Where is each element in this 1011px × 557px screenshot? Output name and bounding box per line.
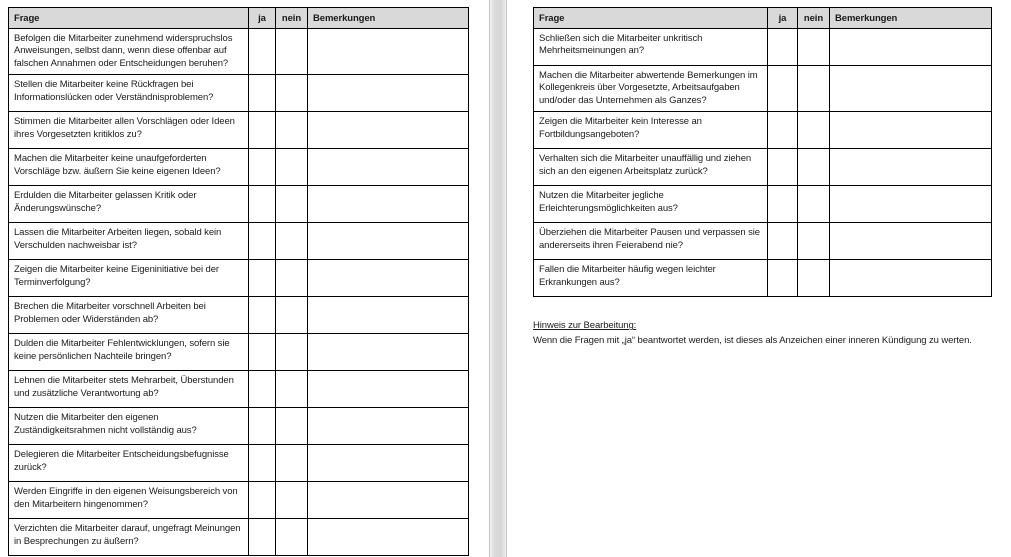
question-cell: Stimmen die Mitarbeiter allen Vorschlägen oder Ideen ihres Vorgesetzten kritiklos zu? xyxy=(9,112,249,149)
nein-answer-cell[interactable] xyxy=(276,445,308,482)
table-row xyxy=(534,29,992,66)
table-row xyxy=(9,149,469,186)
question-cell: Nutzen die Mitarbeiter jegliche Erleichterungsmöglichkeiten aus? xyxy=(534,186,768,223)
column-header-ja: ja xyxy=(249,8,276,29)
table-row xyxy=(9,519,469,556)
nein-answer-cell[interactable] xyxy=(798,66,830,112)
question-cell: Schließen sich die Mitarbeiter unkritisch Mehrheitsmeinungen an? xyxy=(534,29,768,66)
table-row xyxy=(9,29,469,75)
bemerkungen-cell[interactable] xyxy=(308,482,469,519)
ja-answer-cell[interactable] xyxy=(768,223,798,260)
bemerkungen-cell[interactable] xyxy=(308,371,469,408)
bemerkungen-cell[interactable] xyxy=(308,408,469,445)
ja-answer-cell[interactable] xyxy=(768,66,798,112)
table-row xyxy=(534,149,992,186)
question-cell: Erdulden die Mitarbeiter gelassen Kritik oder Änderungswünsche? xyxy=(9,186,249,223)
ja-answer-cell[interactable] xyxy=(768,29,798,66)
processing-note xyxy=(533,318,1005,348)
nein-answer-cell[interactable] xyxy=(276,260,308,297)
nein-answer-cell[interactable] xyxy=(798,223,830,260)
table-row xyxy=(534,186,992,223)
bemerkungen-cell[interactable] xyxy=(308,260,469,297)
column-header-nein: nein xyxy=(798,8,830,29)
ja-answer-cell[interactable] xyxy=(768,186,798,223)
question-cell: Stellen die Mitarbeiter keine Rückfragen bei Informationslücken oder Verständnisproblemen? xyxy=(9,75,249,112)
page-1 xyxy=(0,0,490,557)
nein-answer-cell[interactable] xyxy=(276,112,308,149)
nein-answer-cell[interactable] xyxy=(276,29,308,75)
table-header-row xyxy=(9,8,469,29)
nein-answer-cell[interactable] xyxy=(276,186,308,223)
nein-answer-cell[interactable] xyxy=(276,334,308,371)
column-header-bemerkungen: Bemerkungen xyxy=(308,8,469,29)
table-row xyxy=(9,445,469,482)
checklist-table-page1 xyxy=(8,7,469,556)
question-cell: Machen die Mitarbeiter keine unaufgeforderten Vorschläge bzw. äußern Sie keine eigenen Ideen? xyxy=(9,149,249,186)
table-row xyxy=(9,260,469,297)
checklist-table-page2 xyxy=(533,7,992,297)
ja-answer-cell[interactable] xyxy=(249,260,276,297)
table-row xyxy=(9,334,469,371)
nein-answer-cell[interactable] xyxy=(276,149,308,186)
ja-answer-cell[interactable] xyxy=(249,75,276,112)
ja-answer-cell[interactable] xyxy=(249,334,276,371)
bemerkungen-cell[interactable] xyxy=(308,75,469,112)
question-cell: Zeigen die Mitarbeiter keine Eigeninitiative bei der Terminverfolgung? xyxy=(9,260,249,297)
bemerkungen-cell[interactable] xyxy=(830,66,992,112)
question-cell: Dulden die Mitarbeiter Fehlentwicklungen, sofern sie keine persönlichen Nachteile bringen? xyxy=(9,334,249,371)
table-row xyxy=(9,371,469,408)
ja-answer-cell[interactable] xyxy=(249,371,276,408)
question-cell: Fallen die Mitarbeiter häufig wegen leichter Erkrankungen aus? xyxy=(534,260,768,297)
bemerkungen-cell[interactable] xyxy=(830,29,992,66)
nein-answer-cell[interactable] xyxy=(276,408,308,445)
bemerkungen-cell[interactable] xyxy=(830,186,992,223)
bemerkungen-cell[interactable] xyxy=(308,297,469,334)
question-cell: Verzichten die Mitarbeiter darauf, ungefragt Meinungen in Besprechungen zu äußern? xyxy=(9,519,249,556)
bemerkungen-cell[interactable] xyxy=(308,223,469,260)
table-row xyxy=(9,186,469,223)
question-cell: Befolgen die Mitarbeiter zunehmend widerspruchslos Anweisungen, selbst dann, wenn diese offenbar auf falschen Annahmen oder Entscheidungen beruhen? xyxy=(9,29,249,75)
page-2 xyxy=(506,0,1011,557)
ja-answer-cell[interactable] xyxy=(249,408,276,445)
bemerkungen-cell[interactable] xyxy=(308,112,469,149)
nein-answer-cell[interactable] xyxy=(276,482,308,519)
nein-answer-cell[interactable] xyxy=(798,260,830,297)
ja-answer-cell[interactable] xyxy=(249,482,276,519)
bemerkungen-cell[interactable] xyxy=(308,519,469,556)
question-cell: Machen die Mitarbeiter abwertende Bemerkungen im Kollegenkreis über Vorgesetzte, Arbeitsaufgaben und/oder das Unternehmen als Ganzes? xyxy=(534,66,768,112)
question-cell: Verhalten sich die Mitarbeiter unauffällig und ziehen sich an den eigenen Arbeitsplatz zurück? xyxy=(534,149,768,186)
question-cell: Lehnen die Mitarbeiter stets Mehrarbeit, Überstunden und zusätzliche Verantwortung ab? xyxy=(9,371,249,408)
table-row xyxy=(534,223,992,260)
ja-answer-cell[interactable] xyxy=(249,519,276,556)
nein-answer-cell[interactable] xyxy=(276,371,308,408)
ja-answer-cell[interactable] xyxy=(249,223,276,260)
ja-answer-cell[interactable] xyxy=(249,297,276,334)
ja-answer-cell[interactable] xyxy=(249,445,276,482)
note-text: Wenn die Fragen mit „ja“ beantwortet werden, ist dieses als Anzeichen einer inneren Kündigung zu werten. xyxy=(533,335,972,347)
ja-answer-cell[interactable] xyxy=(768,260,798,297)
question-cell: Werden Eingriffe in den eigenen Weisungsbereich von den Mitarbeitern hingenommen? xyxy=(9,482,249,519)
table-row xyxy=(9,482,469,519)
question-cell: Brechen die Mitarbeiter vorschnell Arbeiten bei Problemen oder Widerständen ab? xyxy=(9,297,249,334)
nein-answer-cell[interactable] xyxy=(798,186,830,223)
column-header-ja: ja xyxy=(768,8,798,29)
ja-answer-cell[interactable] xyxy=(768,112,798,149)
column-header-bemerkungen: Bemerkungen xyxy=(830,8,992,29)
table-row xyxy=(534,66,992,112)
nein-answer-cell[interactable] xyxy=(798,149,830,186)
page-gap xyxy=(490,0,506,557)
bemerkungen-cell[interactable] xyxy=(830,223,992,260)
table-row xyxy=(534,260,992,297)
question-cell: Überziehen die Mitarbeiter Pausen und verpassen sie andererseits ihren Feierabend nie? xyxy=(534,223,768,260)
question-cell: Zeigen die Mitarbeiter kein Interesse an Fortbildungsangeboten? xyxy=(534,112,768,149)
nein-answer-cell[interactable] xyxy=(276,519,308,556)
ja-answer-cell[interactable] xyxy=(249,186,276,223)
nein-answer-cell[interactable] xyxy=(276,75,308,112)
table-row xyxy=(9,408,469,445)
table-row xyxy=(9,75,469,112)
ja-answer-cell[interactable] xyxy=(249,29,276,75)
nein-answer-cell[interactable] xyxy=(798,112,830,149)
table-row xyxy=(9,297,469,334)
nein-answer-cell[interactable] xyxy=(276,223,308,260)
bemerkungen-cell[interactable] xyxy=(308,445,469,482)
table-header-row xyxy=(534,8,992,29)
ja-answer-cell[interactable] xyxy=(249,112,276,149)
question-cell: Nutzen die Mitarbeiter den eigenen Zuständigkeitsrahmen nicht vollständig aus? xyxy=(9,408,249,445)
column-header-nein: nein xyxy=(276,8,308,29)
bemerkungen-cell[interactable] xyxy=(830,112,992,149)
table-row xyxy=(9,112,469,149)
bemerkungen-cell[interactable] xyxy=(308,149,469,186)
column-header-frage: Frage xyxy=(534,8,768,29)
note-title: Hinweis zur Bearbeitung: xyxy=(533,320,637,332)
question-cell: Lassen die Mitarbeiter Arbeiten liegen, sobald kein Verschulden nachweisbar ist? xyxy=(9,223,249,260)
bemerkungen-cell[interactable] xyxy=(308,186,469,223)
bemerkungen-cell[interactable] xyxy=(830,260,992,297)
table-row xyxy=(534,112,992,149)
ja-answer-cell[interactable] xyxy=(768,149,798,186)
bemerkungen-cell[interactable] xyxy=(830,149,992,186)
column-header-frage: Frage xyxy=(9,8,249,29)
bemerkungen-cell[interactable] xyxy=(308,29,469,75)
nein-answer-cell[interactable] xyxy=(276,297,308,334)
question-cell: Delegieren die Mitarbeiter Entscheidungsbefugnisse zurück? xyxy=(9,445,249,482)
ja-answer-cell[interactable] xyxy=(249,149,276,186)
table-row xyxy=(9,223,469,260)
bemerkungen-cell[interactable] xyxy=(308,334,469,371)
nein-answer-cell[interactable] xyxy=(798,29,830,66)
